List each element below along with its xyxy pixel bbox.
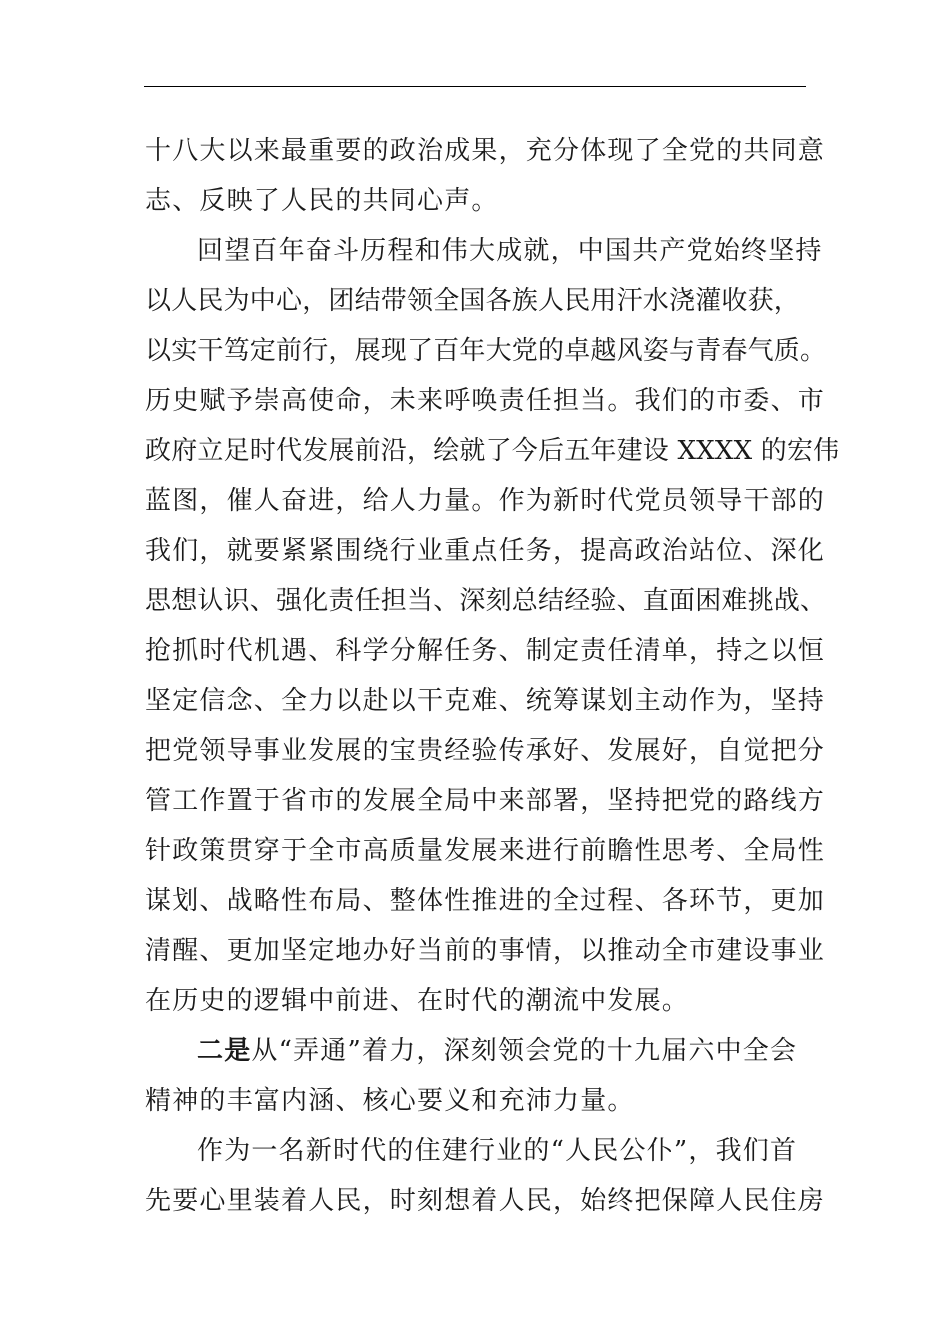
text-line: 在历史的逻辑中前进、在时代的潮流中发展。 [145,986,690,1016]
text-line: 十八大以来最重要的政治成果，充分体现了全党的共同意 [145,136,826,166]
document-body [145,126,845,1226]
text-line: 历史赋予崇高使命，未来呼唤责任担当。我们的市委、市 [145,386,826,416]
text-line: 精神的丰富内涵、核心要义和充沛力量。 [145,1086,635,1116]
text-line: 先要心里装着人民，时刻想着人民，始终把保障人民住房 [145,1186,826,1216]
paragraph-first-line: 回望百年奋斗历程和伟大成就，中国共产党始终坚持 [197,236,823,266]
text-line: 管工作置于省市的发展全局中来部署，坚持把党的路线方 [145,786,826,816]
section-heading-text: 从“弄通”着力，深刻领会党的十九届六中全会 [251,1036,798,1066]
header-rule [144,86,806,87]
text-line: 坚定信念、全力以赴以干克难、统筹谋划主动作为，坚持 [145,686,826,716]
text-line: 谋划、战略性布局、整体性推进的全过程、各环节，更加 [145,886,826,916]
text-line: 把党领导事业发展的宝贵经验传承好、发展好，自觉把分 [145,736,826,766]
section-label: 二是 [197,1036,252,1066]
text-line: 针政策贯穿于全市高质量发展来进行前瞻性思考、全局性 [145,836,826,866]
text-line: 以人民为中心，团结带领全国各族人民用汗水浇灌收获， [145,286,801,316]
text-line: 以实干笃定前行，展现了百年大党的卓越风姿与青春气质。 [145,336,827,366]
paragraph-first-line: 作为一名新时代的住建行业的“人民公仆”，我们首 [197,1136,798,1166]
section-heading-line [145,1026,845,1076]
text-line: 蓝图，催人奋进，给人力量。作为新时代党员领导干部的 [145,486,826,516]
text-line: 清醒、更加坚定地办好当前的事情，以推动全市建设事业 [145,936,826,966]
text-line: 政府立足时代发展前沿，绘就了今后五年建设 XXXX 的宏伟 [145,436,840,466]
text-line: 抢抓时代机遇、科学分解任务、制定责任清单，持之以恒 [145,636,826,666]
text-line: 我们，就要紧紧围绕行业重点任务，提高政治站位、深化 [145,536,826,566]
text-line: 思想认识、强化责任担当、深刻总结经验、直面困难挑战、 [145,586,827,616]
text-line: 志、反映了人民的共同心声。 [145,186,499,216]
